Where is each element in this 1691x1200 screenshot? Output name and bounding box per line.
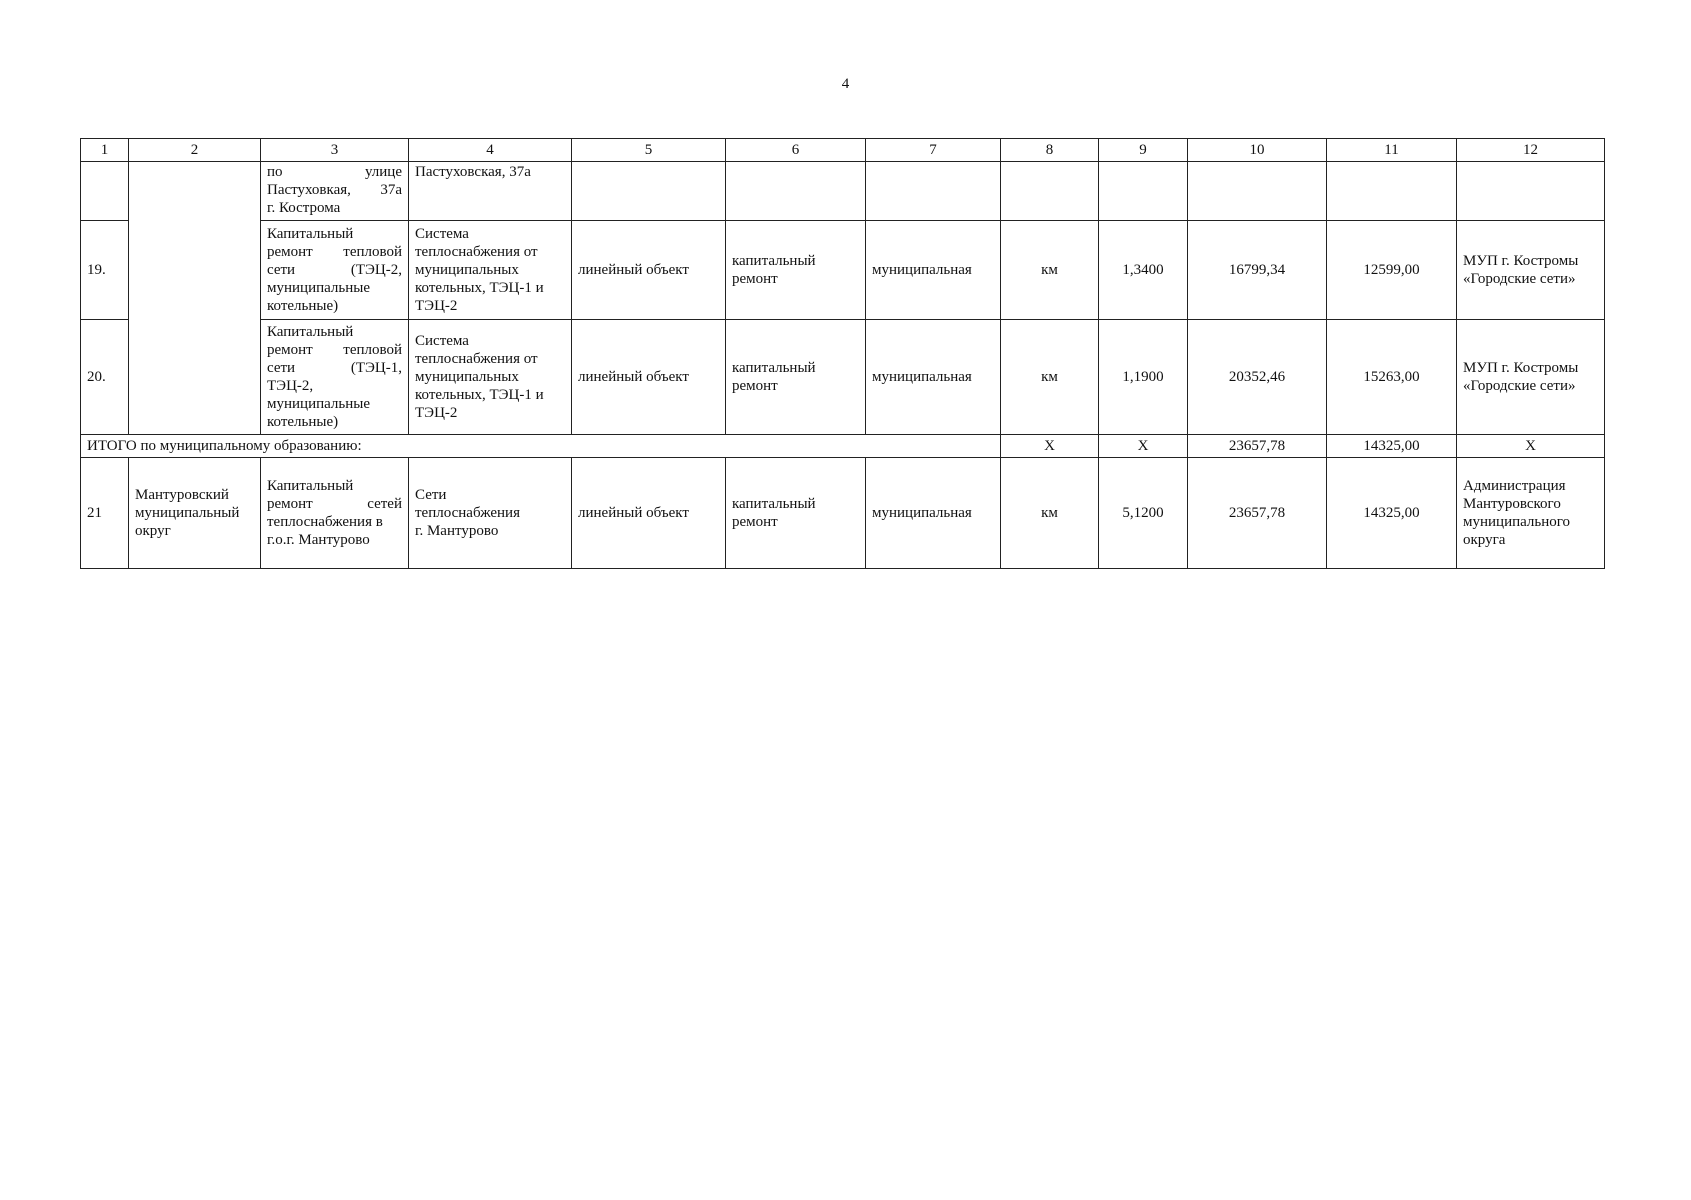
row-number-cell: 20. [81, 320, 129, 435]
quantity-cell: 5,1200 [1099, 458, 1188, 569]
quantity-cell: 1,1900 [1099, 320, 1188, 435]
header-cell: 6 [726, 139, 866, 162]
header-cell: 9 [1099, 139, 1188, 162]
cell-line: по улице [267, 164, 402, 180]
cell-line: ремонт тепловой [267, 244, 402, 260]
object-cell [409, 458, 572, 569]
cell-line: муниципальных [415, 369, 519, 385]
cell-line: «Городские сети» [1463, 378, 1576, 394]
object-type-cell: линейный объект [572, 320, 726, 435]
cell-line: муниципального [1463, 514, 1571, 530]
work-type-cell [726, 320, 866, 435]
header-cell: 11 [1327, 139, 1457, 162]
cell-line: ремонт тепловой [267, 342, 402, 358]
cell-line: Пастуховкая, 37а [267, 182, 402, 198]
cell-line: Администрация [1463, 478, 1566, 494]
cost-cell: 23657,78 [1188, 458, 1327, 569]
ownership-cell: муниципальная [866, 221, 1001, 320]
cell-line: муниципальные [267, 280, 371, 296]
work-name-cell [261, 458, 409, 569]
cell-line: теплоснабжения от [415, 244, 538, 260]
header-cell: 2 [129, 139, 261, 162]
page-number: 4 [841, 76, 850, 92]
object-type-cell: линейный объект [572, 221, 726, 320]
header-cell: 12 [1457, 139, 1605, 162]
cell-line: г. Мантурово [415, 523, 499, 539]
total-funding-cell: 14325,00 [1327, 435, 1457, 458]
funding-cell: 12599,00 [1327, 221, 1457, 320]
funding-cell: 15263,00 [1327, 320, 1457, 435]
organization-cell [1457, 320, 1605, 435]
empty-cell [1188, 162, 1327, 221]
cell-line: сети (ТЭЦ-1, [267, 360, 402, 376]
table-row [81, 320, 1605, 435]
object-cell [409, 221, 572, 320]
ownership-cell: муниципальная [866, 320, 1001, 435]
cell-line: Сети [415, 487, 447, 503]
cell-line: «Городские сети» [1463, 271, 1576, 287]
empty-cell [1457, 162, 1605, 221]
empty-cell [866, 162, 1001, 221]
cell-line: ТЭЦ-2 [415, 298, 458, 314]
municipality-cell [129, 162, 261, 435]
total-row [81, 435, 1605, 458]
cell-line: теплоснабжения в [267, 514, 383, 530]
cell-line: котельные) [267, 298, 339, 314]
header-cell: 1 [81, 139, 129, 162]
total-cost-cell: 23657,78 [1188, 435, 1327, 458]
cell-line: ремонт [732, 271, 778, 287]
object-type-cell: линейный объект [572, 458, 726, 569]
empty-cell [1001, 162, 1099, 221]
empty-cell [726, 162, 866, 221]
table-row [81, 221, 1605, 320]
unit-cell: км [1001, 221, 1099, 320]
empty-cell [1099, 162, 1188, 221]
cost-cell: 20352,46 [1188, 320, 1327, 435]
total-organization-cell: Х [1457, 435, 1605, 458]
organization-cell [1457, 221, 1605, 320]
empty-cell [1327, 162, 1457, 221]
quantity-cell: 1,3400 [1099, 221, 1188, 320]
cell-line: ремонт [732, 378, 778, 394]
cell-line: Система [415, 226, 469, 242]
cell-line: капитальный [732, 360, 816, 376]
cell-line: теплоснабжения от [415, 351, 538, 367]
cell-line: Капитальный [267, 226, 354, 242]
table-row [81, 458, 1605, 569]
header-cell: 3 [261, 139, 409, 162]
cell-line: Мантуровского [1463, 496, 1561, 512]
empty-cell [572, 162, 726, 221]
header-cell: 8 [1001, 139, 1099, 162]
total-unit-cell: Х [1001, 435, 1099, 458]
cell-line: МУП г. Костромы [1463, 360, 1579, 376]
cell-line: Система [415, 333, 469, 349]
row-number-cell: 19. [81, 221, 129, 320]
header-cell: 5 [572, 139, 726, 162]
municipality-cell [129, 458, 261, 569]
cell-line: Капитальный [267, 478, 354, 494]
header-cell: 7 [866, 139, 1001, 162]
cell-line: ремонт [732, 514, 778, 530]
cell-line: капитальный [732, 253, 816, 269]
total-quantity-cell: Х [1099, 435, 1188, 458]
object-cell: Пастуховская, 37а [409, 162, 572, 221]
object-cell [409, 320, 572, 435]
cell-line: сети (ТЭЦ-2, [267, 262, 402, 278]
cell-line: ремонт сетей [267, 496, 402, 512]
table-header-row [81, 139, 1605, 162]
cell-line: муниципальных [415, 262, 519, 278]
cell-line: ТЭЦ-2, [267, 378, 314, 394]
cell-line: котельные) [267, 414, 339, 430]
register-table [80, 138, 1605, 569]
header-cell: 4 [409, 139, 572, 162]
work-type-cell [726, 458, 866, 569]
work-name-cell [261, 320, 409, 435]
cell-line: котельных, ТЭЦ-1 и [415, 280, 544, 296]
unit-cell: км [1001, 458, 1099, 569]
work-name-cell [261, 162, 409, 221]
row-number-cell [81, 162, 129, 221]
ownership-cell: муниципальная [866, 458, 1001, 569]
cost-cell: 16799,34 [1188, 221, 1327, 320]
cell-line: ТЭЦ-2 [415, 405, 458, 421]
row-number-cell: 21 [81, 458, 129, 569]
table-row [81, 162, 1605, 221]
cell-line: муниципальные [267, 396, 371, 412]
cell-line: г.о.г. Мантурово [267, 532, 370, 548]
organization-cell [1457, 458, 1605, 569]
header-cell: 10 [1188, 139, 1327, 162]
cell-line: г. Кострома [267, 200, 341, 216]
work-name-cell [261, 221, 409, 320]
cell-line: округа [1463, 532, 1506, 548]
funding-cell: 14325,00 [1327, 458, 1457, 569]
cell-line: котельных, ТЭЦ-1 и [415, 387, 544, 403]
cell-line: Капитальный [267, 324, 354, 340]
cell-line: капитальный [732, 496, 816, 512]
cell-line: округ [135, 523, 171, 539]
cell-line: МУП г. Костромы [1463, 253, 1579, 269]
work-type-cell [726, 221, 866, 320]
unit-cell: км [1001, 320, 1099, 435]
cell-line: муниципальный [135, 505, 240, 521]
cell-line: теплоснабжения [415, 505, 520, 521]
cell-line: Мантуровский [135, 487, 229, 503]
total-label: ИТОГО по муниципальному образованию: [81, 435, 1001, 458]
